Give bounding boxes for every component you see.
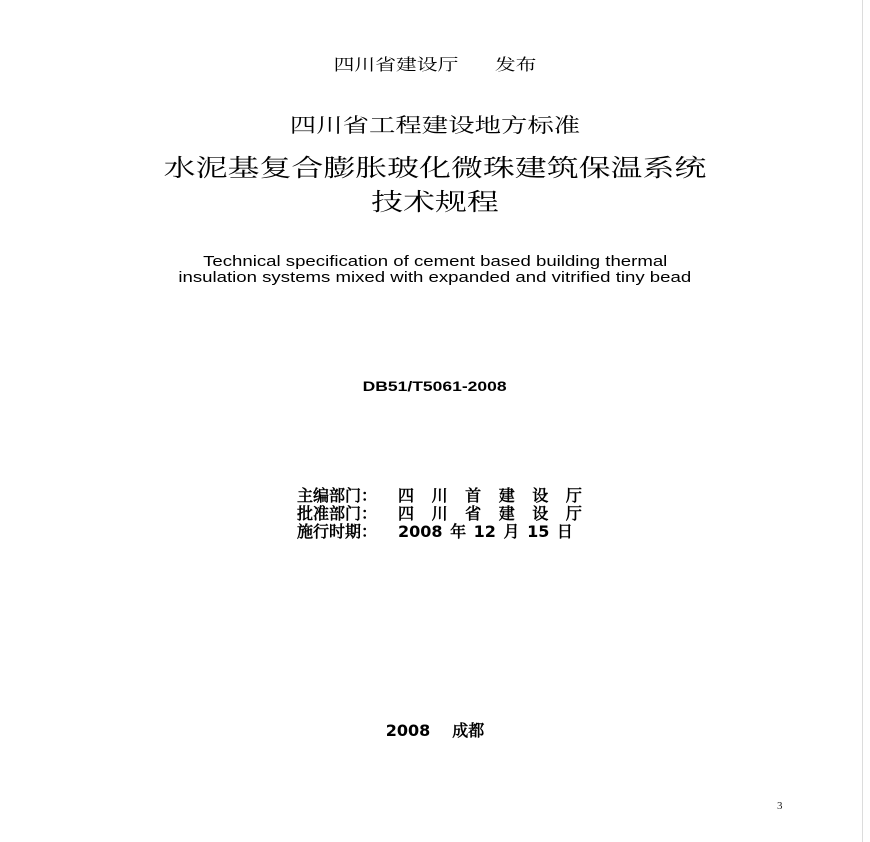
info-row-approver: [297, 505, 617, 523]
info-row-effective-date: [297, 523, 617, 541]
info-value: 四 川 首 建 设 厅: [398, 486, 582, 505]
standard-series: [0, 113, 870, 137]
page-number: 3: [777, 800, 783, 812]
info-value: 四 川 省 建 设 厅: [398, 504, 582, 523]
imprint-year: 2008: [385, 721, 431, 740]
issuer-line: [0, 55, 870, 75]
english-title-line2: [0, 270, 870, 286]
info-row-editor: [297, 487, 617, 505]
imprint-city: 成都: [452, 721, 485, 740]
publication-info: [297, 487, 617, 541]
imprint: [0, 722, 870, 740]
english-title-line2-text: insulation systems mixed with expanded and vitrified tiny bead: [178, 269, 692, 286]
info-label: 施行时期：: [297, 522, 378, 541]
info-label: 批准部门：: [297, 504, 378, 523]
issuer-name: 四川省建设厅: [333, 55, 459, 74]
issuer-group: [334, 55, 537, 75]
standard-number-text: DB51/T5061-2008: [363, 378, 507, 394]
document-title-line1: [0, 153, 870, 183]
standard-series-text: 四川省工程建设地方标准: [289, 113, 581, 137]
info-value: 2008 年 12 月 15 日: [398, 522, 573, 541]
document-title-line2-text: 技术规程: [371, 188, 499, 216]
english-title-line1-text: Technical specification of cement based building thermal: [202, 253, 668, 270]
standard-number: [0, 378, 870, 394]
document-title-line1-text: 水泥基复合膨胀玻化微珠建筑保温系统: [163, 154, 707, 182]
info-label: 主编部门：: [297, 486, 378, 505]
issuer-action: 发布: [494, 55, 537, 74]
document-title-line2: [0, 187, 870, 217]
english-title-line1: [0, 254, 870, 270]
